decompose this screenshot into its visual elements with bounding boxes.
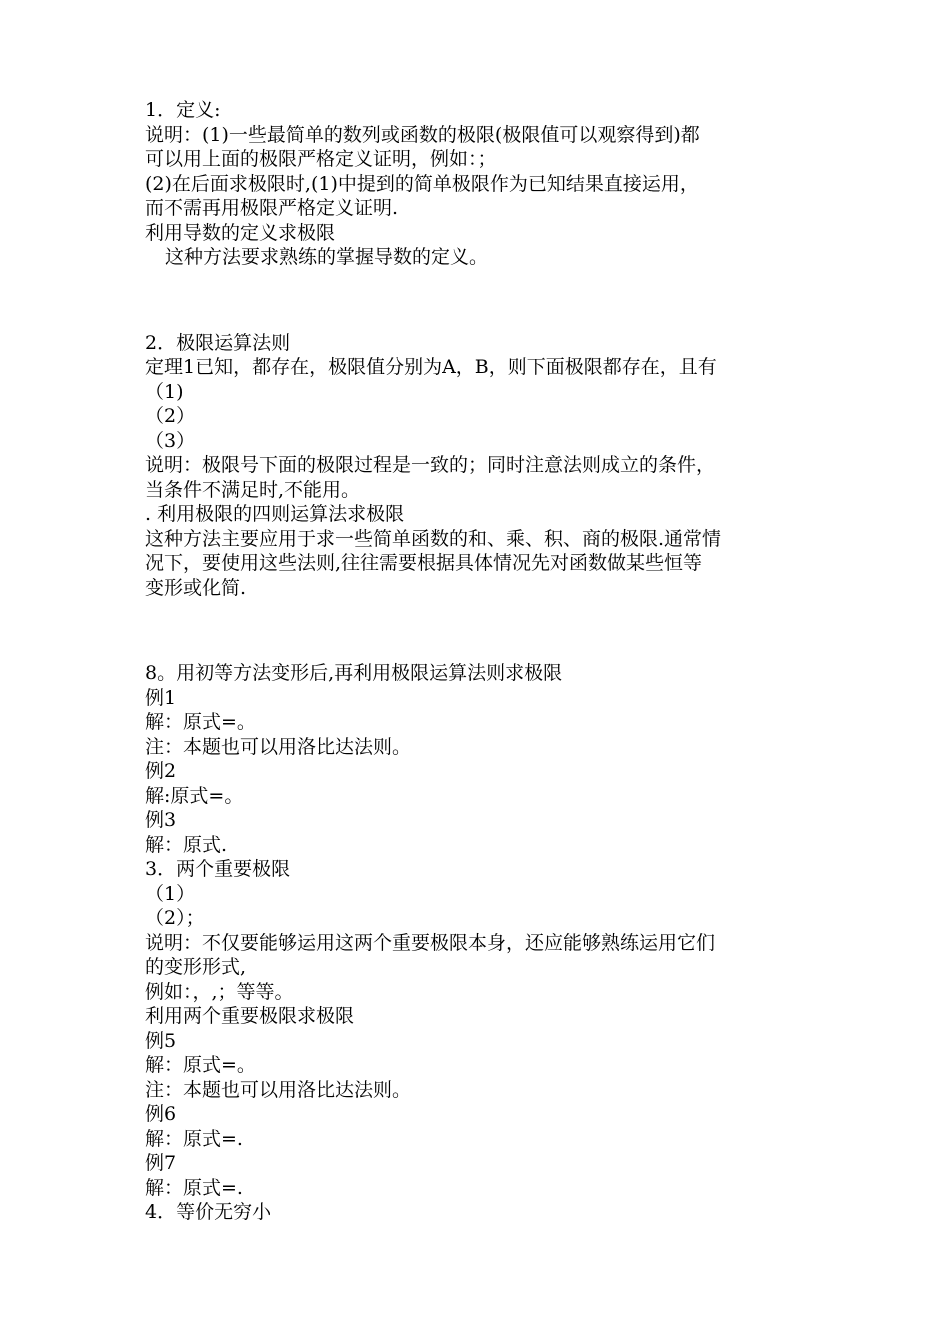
section1-method-desc: 这种方法要求熟练的掌握导数的定义。 xyxy=(165,246,489,268)
example-5-solution: 解：原式=。 xyxy=(145,1054,256,1076)
section2-method-line3: 变形或化简. xyxy=(145,576,247,599)
section2-method-title: . 利用极限的四则运算法求极限 xyxy=(145,503,405,525)
section1-heading: 1．定义: xyxy=(145,99,221,121)
section2-theorem: 定理1已知，都存在，极限值分别为A，B，则下面极限都存在，且有 xyxy=(145,356,717,378)
section2-note-line2: 当条件不满足时,不能用。 xyxy=(145,478,361,501)
example-6-label: 例6 xyxy=(145,1103,177,1125)
example-2-solution: 解:原式=。 xyxy=(145,784,244,807)
section3-note-line2: 的变形形式, xyxy=(145,956,247,978)
section3-heading: 3．两个重要极限 xyxy=(145,858,291,880)
example-1-note: 注：本题也可以用洛比达法则。 xyxy=(145,735,412,758)
example-1-label: 例1 xyxy=(145,686,177,709)
section1-method-title: 利用导数的定义求极限 xyxy=(145,221,336,244)
section3-method-title: 利用两个重要极限求极限 xyxy=(145,1005,355,1027)
example-5-label: 例5 xyxy=(145,1029,177,1052)
section2-method-line1: 这种方法主要应用于求一些简单函数的和、乘、积、商的极限.通常情 xyxy=(145,527,722,550)
example-7-solution: 解：原式=. xyxy=(145,1176,243,1199)
document-body xyxy=(145,98,825,1225)
section2-note-line1: 说明：极限号下面的极限过程是一致的；同时注意法则成立的条件， xyxy=(145,454,716,476)
section2-item1: （1) xyxy=(145,380,184,403)
section-spacer xyxy=(145,270,825,331)
section3-item2: （2）； xyxy=(145,907,205,929)
section2-item2: （2） xyxy=(145,405,196,427)
example-5-note: 注：本题也可以用洛比达法则。 xyxy=(145,1078,412,1101)
section1-note2-line2: 而不需再用极限严格定义证明. xyxy=(145,197,399,219)
section2-item3: （3） xyxy=(145,429,196,452)
section1-note1-line1: 说明：(1)一些最简单的数列或函数的极限(极限值可以观察得到)都 xyxy=(145,123,700,146)
section1-note2-line1: (2)在后面求极限时,(1)中提到的简单极限作为已知结果直接运用， xyxy=(145,172,699,195)
section2-method-line2: 况下，要使用这些法则,往往需要根据具体情况先对函数做某些恒等 xyxy=(145,552,703,574)
example-6-solution: 解：原式=. xyxy=(145,1127,243,1150)
section3-examples: 例如：，,；等等。 xyxy=(145,980,294,1003)
example-2-label: 例2 xyxy=(145,760,177,782)
section3-item1: （1） xyxy=(145,882,196,905)
section1-note1-line2: 可以用上面的极限严格定义证明，例如：； xyxy=(145,148,497,170)
section3-note-line1: 说明：不仅要能够运用这两个重要极限本身，还应能够熟练运用它们 xyxy=(145,931,716,954)
section8-heading: 8。用初等方法变形后,再利用极限运算法则求极限 xyxy=(145,662,563,684)
section4-heading: 4．等价无穷小 xyxy=(145,1201,272,1223)
example-3-solution: 解：原式. xyxy=(145,833,228,856)
section2-heading: 2．极限运算法则 xyxy=(145,331,291,354)
example-3-label: 例3 xyxy=(145,809,177,831)
section-spacer xyxy=(145,600,825,661)
example-1-solution: 解：原式=。 xyxy=(145,711,256,733)
example-7-label: 例7 xyxy=(145,1152,177,1174)
